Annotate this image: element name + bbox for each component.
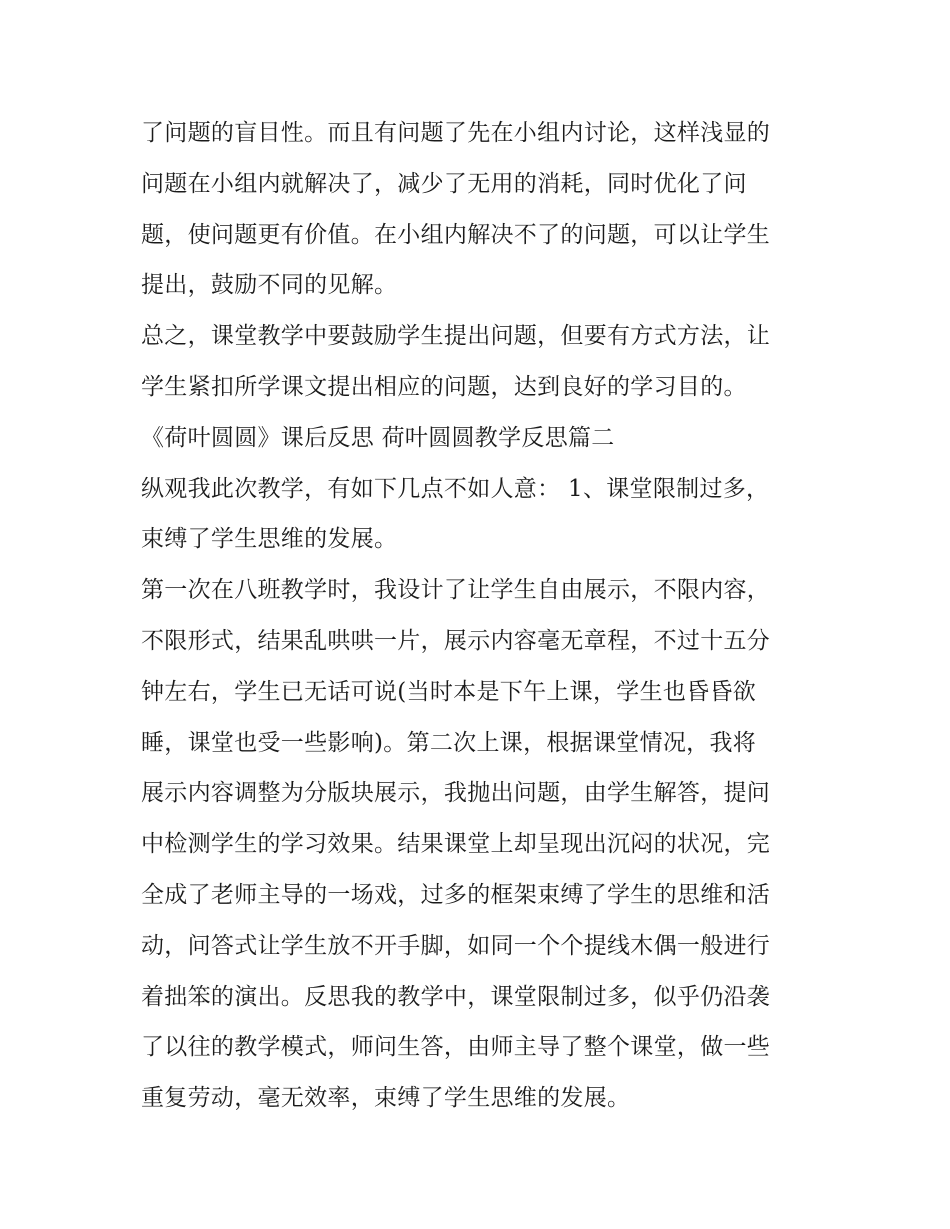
section-heading: 《荷叶圆圆》课后反思 荷叶圆圆教学反思篇二 [141,424,615,451]
text-line: 着拙笨的演出。反思我的教学中，课堂限制过多，似乎仍沿袭 [141,983,771,1010]
text-line: 了以往的教学模式，师问生答，由师主导了整个课堂，做一些 [141,1034,771,1061]
text-line: 全成了老师主导的一场戏，过多的框架束缚了学生的思维和活 [141,881,771,908]
text-line: 不限形式，结果乱哄哄一片，展示内容毫无章程，不过十五分 [141,627,771,654]
text-line: 学生紧扣所学课文提出相应的问题，达到良好的学习目的。 [141,373,747,400]
text-line: 问题在小组内就解决了，减少了无用的消耗，同时优化了问 [141,170,747,197]
text-line: 了问题的盲目性。而且有问题了先在小组内讨论，这样浅显的 [141,120,771,146]
text-line: 第一次在八班教学时，我设计了让学生自由展示，不限内容， [141,577,771,604]
text-line: 提出，鼓励不同的见解。 [141,272,398,299]
text-line: 动，问答式让学生放不开手脚，如同一个个提线木偶一般进行 [141,932,771,959]
text-line: 钟左右，学生已无话可说(当时本是下午上课，学生也昏昏欲 [141,678,757,705]
text-line: 纵观我此次教学，有如下几点不如人意： 1、课堂限制过多， [141,475,770,502]
text-line: 束缚了学生思维的发展。 [141,526,398,553]
text-line: 总之，课堂教学中要鼓励学生提出问题，但要有方式方法，让 [141,323,771,350]
text-line: 题，使问题更有价值。在小组内解决不了的问题，可以让学生 [141,221,771,248]
document-body [141,108,821,1124]
text-line: 重复劳动，毫无效率，束缚了学生思维的发展。 [141,1085,631,1112]
text-line: 展示内容调整为分版块展示，我抛出问题，由学生解答，提问 [141,780,771,807]
text-line: 中检测学生的学习效果。结果课堂上却呈现出沉闷的状况，完 [141,831,771,858]
text-line: 睡，课堂也受一些影响)。第二次上课，根据课堂情况，我将 [141,729,757,756]
